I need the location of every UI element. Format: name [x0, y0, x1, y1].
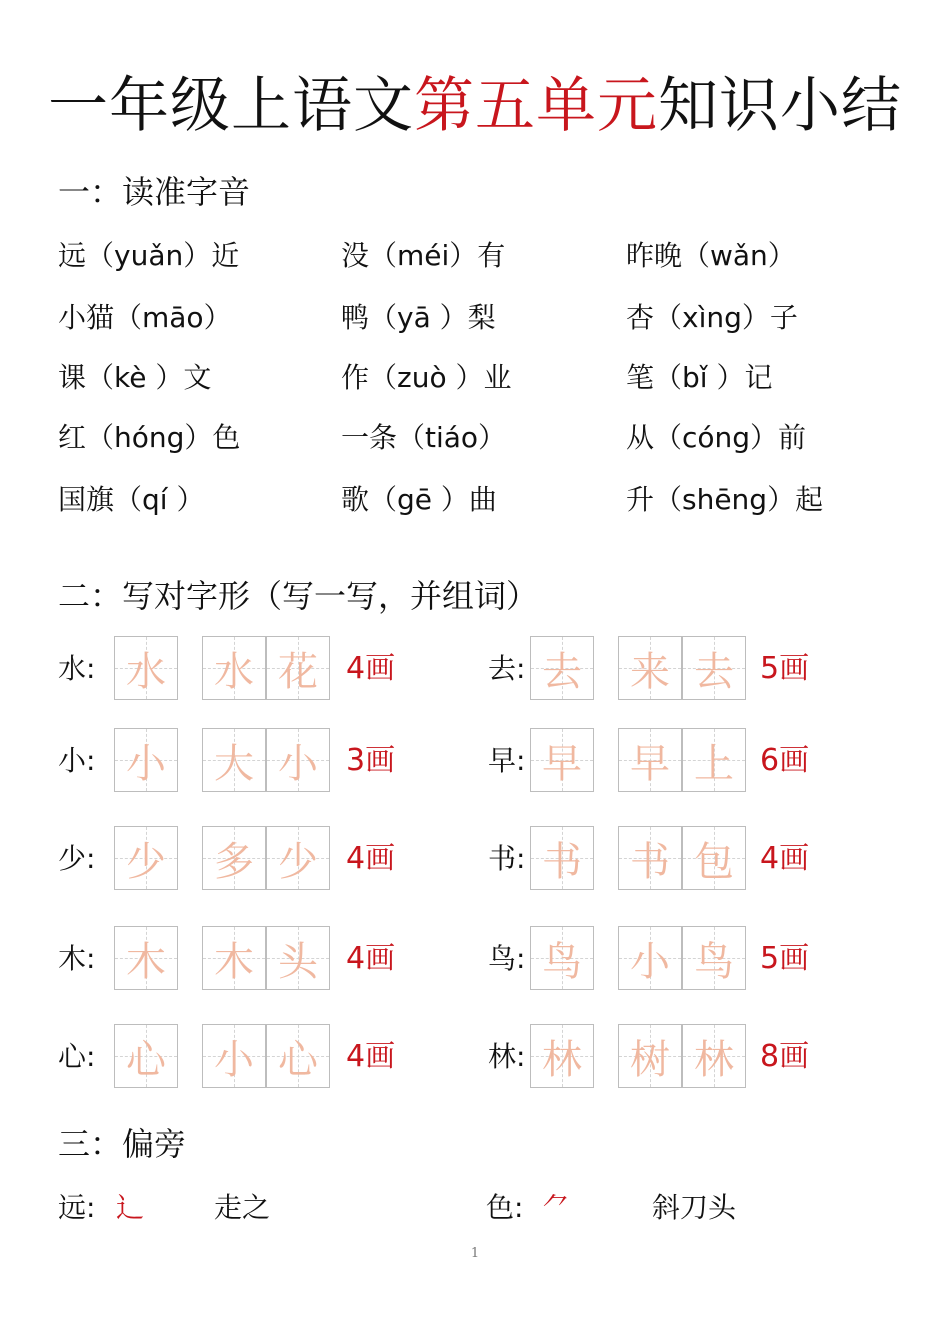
- trace-character: 头: [278, 938, 318, 985]
- writing-grid-box: [530, 1024, 594, 1088]
- character-row: [0, 826, 950, 892]
- pinyin-item: 一条（tiáo）: [341, 421, 507, 454]
- writing-grid-box: [266, 728, 330, 792]
- trace-character: 早: [542, 740, 582, 787]
- writing-grid-box: [202, 636, 266, 700]
- radical-name: 斜刀头: [652, 1191, 737, 1224]
- pinyin-row: [0, 416, 950, 460]
- page-title: [0, 68, 950, 144]
- stroke-count: 5画: [760, 941, 810, 976]
- pinyin-row: [0, 234, 950, 278]
- pinyin-item: 升（shēng）起: [626, 483, 824, 516]
- pinyin-item: 小猫（māo）: [58, 301, 232, 334]
- writing-grid-box: [114, 728, 178, 792]
- writing-grid-box: [530, 636, 594, 700]
- writing-grid-box: [618, 826, 682, 890]
- trace-character: 小: [126, 740, 166, 787]
- trace-character: 木: [126, 938, 166, 985]
- writing-grid-box: [114, 926, 178, 990]
- trace-character: 小: [278, 740, 318, 787]
- trace-character: 书: [630, 838, 670, 885]
- character-label: 水:: [58, 652, 96, 685]
- pinyin-item: 笔（bǐ ）记: [626, 361, 773, 394]
- writing-grid-box: [530, 728, 594, 792]
- trace-character: 水: [214, 648, 254, 695]
- writing-grid-box: [530, 826, 594, 890]
- trace-character: 去: [542, 648, 582, 695]
- writing-grid-box: [682, 1024, 746, 1088]
- trace-character: 去: [694, 648, 734, 695]
- writing-grid-box: [682, 926, 746, 990]
- trace-character: 林: [694, 1036, 734, 1083]
- writing-grid-box: [114, 826, 178, 890]
- stroke-count: 4画: [346, 651, 396, 686]
- pinyin-item: 鸭（yā ）梨: [341, 301, 496, 334]
- character-row: [0, 636, 950, 702]
- trace-character: 鸟: [694, 938, 734, 985]
- radical-label: 远:: [58, 1191, 96, 1224]
- trace-character: 心: [278, 1036, 318, 1083]
- stroke-count: 4画: [760, 841, 810, 876]
- stroke-count: 4画: [346, 841, 396, 876]
- writing-grid-box: [618, 636, 682, 700]
- trace-character: 小: [630, 938, 670, 985]
- writing-grid-box: [682, 826, 746, 890]
- trace-character: 包: [694, 838, 734, 885]
- writing-grid-box: [530, 926, 594, 990]
- section-heading-radicals: 三：偏旁: [58, 1125, 187, 1163]
- writing-grid-box: [618, 1024, 682, 1088]
- writing-grid-box: [202, 1024, 266, 1088]
- pinyin-item: 没（méi）有: [341, 239, 506, 272]
- pinyin-row: [0, 296, 950, 340]
- writing-grid-box: [266, 1024, 330, 1088]
- pinyin-item: 歌（gē ）曲: [341, 483, 497, 516]
- writing-grid-box: [682, 636, 746, 700]
- trace-character: 心: [126, 1036, 166, 1083]
- radical-glyph: ⺈: [542, 1191, 571, 1224]
- title-part-3: 知识小结: [658, 71, 902, 141]
- trace-character: 来: [630, 648, 670, 695]
- stroke-count: 5画: [760, 651, 810, 686]
- pinyin-item: 课（kè ）文: [58, 361, 212, 394]
- stroke-count: 8画: [760, 1039, 810, 1074]
- character-label: 心:: [58, 1040, 96, 1073]
- trace-character: 花: [278, 648, 318, 695]
- pinyin-item: 昨晚（wǎn）: [626, 239, 796, 272]
- writing-grid-box: [114, 1024, 178, 1088]
- writing-grid-box: [266, 636, 330, 700]
- radical-label: 色:: [486, 1191, 524, 1224]
- trace-character: 多: [214, 838, 254, 885]
- title-part-1: 一年级上语文: [48, 71, 414, 141]
- trace-character: 树: [630, 1036, 670, 1083]
- writing-grid-box: [618, 728, 682, 792]
- radical-row: [0, 1188, 950, 1228]
- writing-grid-box: [266, 826, 330, 890]
- section-heading-pronunciation: 一：读准字音: [58, 173, 251, 211]
- writing-grid-box: [202, 826, 266, 890]
- writing-grid-box: [114, 636, 178, 700]
- trace-character: 水: [126, 648, 166, 695]
- trace-character: 小: [214, 1036, 254, 1083]
- character-label: 林:: [488, 1040, 526, 1073]
- writing-grid-box: [202, 926, 266, 990]
- character-row: [0, 728, 950, 794]
- trace-character: 木: [214, 938, 254, 985]
- trace-character: 鸟: [542, 938, 582, 985]
- character-row: [0, 926, 950, 992]
- writing-grid-box: [202, 728, 266, 792]
- trace-character: 书: [542, 838, 582, 885]
- trace-character: 早: [630, 740, 670, 787]
- writing-grid-box: [266, 926, 330, 990]
- stroke-count: 6画: [760, 743, 810, 778]
- section-heading-writing: 二：写对字形（写一写，并组词）: [58, 577, 539, 615]
- page-number: 1: [470, 1246, 480, 1261]
- pinyin-row: [0, 478, 950, 522]
- pinyin-item: 远（yuǎn）近: [58, 239, 240, 272]
- trace-character: 少: [278, 838, 318, 885]
- pinyin-row: [0, 356, 950, 400]
- stroke-count: 3画: [346, 743, 396, 778]
- character-label: 鸟:: [488, 942, 526, 975]
- trace-character: 林: [542, 1036, 582, 1083]
- character-label: 书:: [488, 842, 526, 875]
- writing-grid-box: [682, 728, 746, 792]
- pinyin-item: 红（hóng）色: [58, 421, 241, 454]
- title-part-2: 第五单元: [414, 71, 658, 141]
- character-label: 木:: [58, 942, 96, 975]
- radical-name: 走之: [214, 1191, 271, 1224]
- character-label: 小:: [58, 744, 96, 777]
- writing-grid-box: [618, 926, 682, 990]
- pinyin-item: 国旗（qí ）: [58, 483, 205, 516]
- trace-character: 少: [126, 838, 166, 885]
- trace-character: 大: [214, 740, 254, 787]
- pinyin-item: 作（zuò ）业: [341, 361, 512, 394]
- stroke-count: 4画: [346, 1039, 396, 1074]
- stroke-count: 4画: [346, 941, 396, 976]
- pinyin-item: 杏（xìng）子: [626, 301, 798, 334]
- character-label: 少:: [58, 842, 96, 875]
- character-label: 早:: [488, 744, 526, 777]
- radical-glyph: 辶: [116, 1191, 145, 1224]
- pinyin-item: 从（cóng）前: [626, 421, 807, 454]
- trace-character: 上: [694, 740, 734, 787]
- character-label: 去:: [488, 652, 526, 685]
- character-row: [0, 1024, 950, 1090]
